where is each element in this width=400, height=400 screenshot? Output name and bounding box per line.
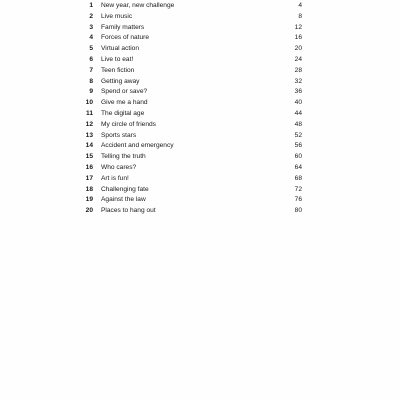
toc-entry-title: Family matters [101,23,145,31]
toc-entry [84,77,300,88]
toc-entry-number: 14 [85,142,93,150]
toc-entry-number: 17 [85,174,93,182]
toc-entry [84,163,300,174]
toc-entry-title: New year, new challenge [101,2,175,9]
toc-entry-page: 44 [294,109,302,117]
toc-entry-number: 3 [89,23,93,31]
toc-entry-page: 32 [294,77,302,85]
toc-entry-title: Accident and emergency [101,142,174,150]
toc-entry-number: 2 [89,12,93,20]
toc-entry-page: 20 [294,45,302,53]
toc-entry [84,152,300,163]
toc-entry-page: 56 [294,142,302,150]
toc-entry-title: Sports stars [101,131,137,139]
toc-entry-number: 13 [85,131,93,139]
toc-entry [84,23,300,34]
toc-entry-title: The digital age [101,109,145,117]
toc-entry [84,185,300,196]
toc-entry-title: Challenging fate [101,185,149,193]
toc-entry-page: 8 [298,12,302,20]
toc-entry [84,174,300,185]
toc-entry-number: 9 [89,88,93,96]
toc-entry-number: 8 [89,77,93,85]
toc-entry-title: Against the law [101,196,146,204]
toc-entry [84,109,300,120]
toc-entry [84,98,300,109]
toc-entry-number: 12 [85,120,93,128]
toc-entry-page: 16 [294,34,302,42]
toc-entry-page: 64 [294,163,302,171]
toc-entry [84,66,300,77]
toc-entry [84,120,300,131]
toc-entry [84,195,300,206]
toc-entry-page: 80 [294,207,302,215]
toc-entry-page: 24 [294,55,302,63]
toc-entry-page: 52 [294,131,302,139]
toc-entry-page: 36 [294,88,302,96]
toc-entry-title: Telling the truth [101,153,146,161]
toc-entry-number: 7 [89,66,93,74]
toc-entry [84,44,300,55]
toc-entry-title: Forces of nature [101,34,150,42]
toc-entry-number: 11 [86,109,93,117]
toc-entry-number: 10 [85,99,93,107]
toc-entry-page: 68 [294,174,302,182]
toc-entry-title: My circle of friends [101,120,156,128]
toc-entry-number: 18 [85,185,93,193]
toc-entry-number: 1 [89,2,93,9]
toc-entry-number: 15 [85,153,93,161]
toc-entry [84,55,300,66]
toc-entry-page: 72 [294,185,302,193]
toc-entry-title: Art is fun! [101,174,129,182]
toc-entry-page: 48 [294,120,302,128]
toc-entry-number: 4 [89,34,93,42]
toc-entry-number: 19 [85,196,93,204]
toc-entry-title: Live music [101,12,133,20]
toc-entry-title: Give me a hand [101,99,148,107]
toc-entry-page: 76 [294,196,302,204]
toc-entry-title: Places to hang out [101,207,156,215]
toc-entry-number: 16 [85,163,93,171]
toc-entry [84,87,300,98]
toc-entry-page: 60 [294,153,302,161]
toc-entry-page: 28 [294,66,302,74]
toc-entry [84,1,300,12]
toc-entry-title: Teen fiction [101,66,135,74]
toc-entry-page: 12 [294,23,302,31]
toc-entry-page: 4 [298,2,302,9]
toc-entry-title: Live to eat! [101,55,134,63]
toc-entry [84,33,300,44]
toc-entry-page: 40 [294,99,302,107]
toc-entry-number: 6 [89,55,93,63]
table-of-contents [84,1,300,217]
toc-entry-number: 20 [85,207,93,215]
toc-entry-number: 5 [89,45,93,53]
toc-entry [84,131,300,142]
toc-entry-title: Getting away [101,77,140,85]
toc-entry [84,12,300,23]
toc-entry-title: Spend or save? [101,88,148,96]
toc-entry-title: Who cares? [101,163,137,171]
toc-entry-title: Virtual action [101,45,139,53]
toc-entry [84,206,300,217]
toc-entry [84,141,300,152]
